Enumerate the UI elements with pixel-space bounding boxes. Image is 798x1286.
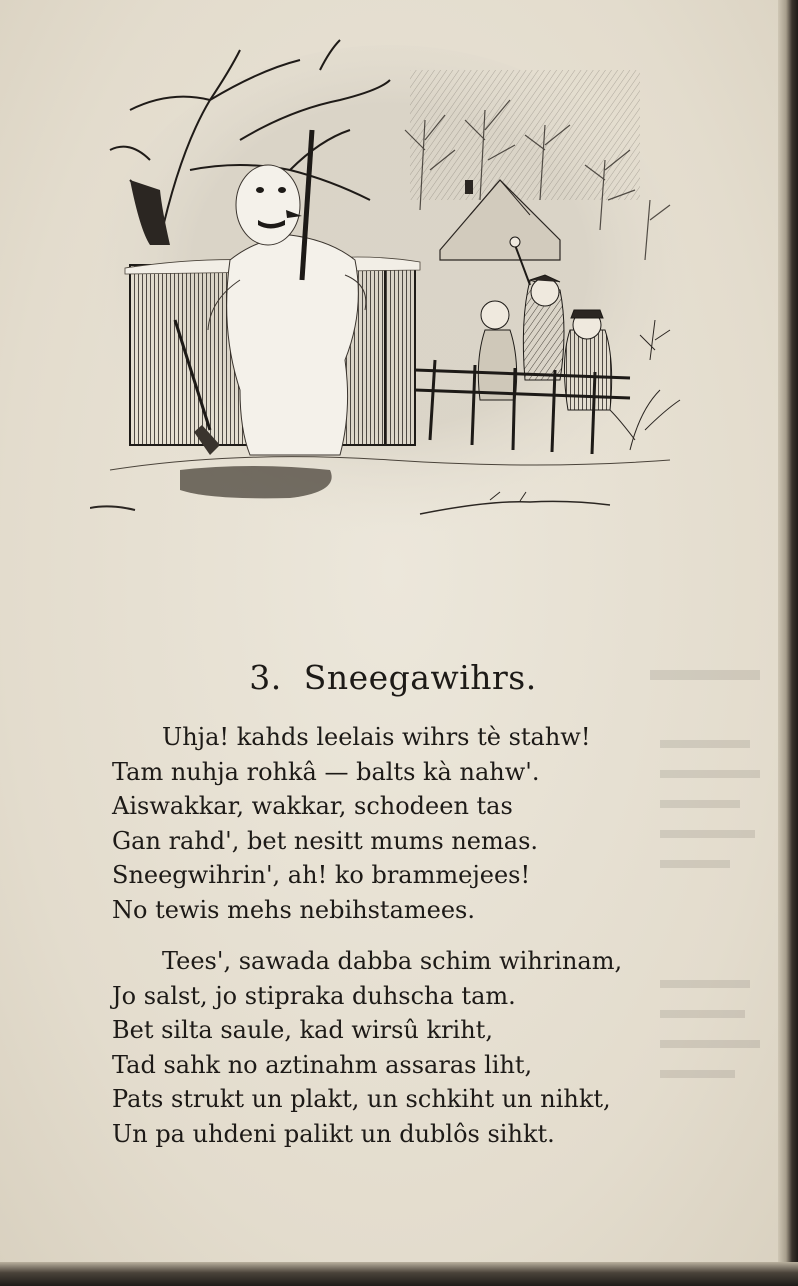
book-bottom-edge xyxy=(0,1262,798,1286)
snowman-illustration xyxy=(90,30,690,540)
bleed-through-text xyxy=(640,660,770,1140)
chapter-title: Sneegawihrs. xyxy=(303,658,537,697)
poem-line: Sneegwihrin', ah! ko brammejees! xyxy=(112,861,531,889)
poem-line: No tewis mehs nebihstamees. xyxy=(112,895,475,924)
book-page-edge xyxy=(778,0,798,1286)
poem-line: Un pa uhdeni palikt un dublôs sihkt. xyxy=(112,1119,555,1148)
poem-line: Tam nuhja rohkâ — balts kà nahw'. xyxy=(112,757,540,786)
poem-line: Bet silta saule, kad wirsû kriht, xyxy=(112,1016,493,1044)
poem-stanza-2 xyxy=(112,944,622,1151)
poem-line: Pats strukt un plakt, un schkiht un nihkt, xyxy=(112,1085,611,1113)
poem-stanza-1 xyxy=(112,720,591,927)
chapter-heading xyxy=(0,658,786,697)
poem-line: Aiswakkar, wakkar, schodeen tas xyxy=(112,792,513,820)
poem-line: Jo salst, jo stipraka duhscha tam. xyxy=(112,981,516,1010)
poem-line: Uhja! kahds leelais wihrs tè stahw! xyxy=(162,723,591,751)
chapter-number: 3. xyxy=(249,658,282,697)
poem-line: Tees', sawada dabba schim wihrinam, xyxy=(162,947,623,975)
poem-line: Gan rahd', bet nesitt mums nemas. xyxy=(112,826,539,855)
poem-line: Tad sahk no aztinahm assaras liht, xyxy=(112,1050,533,1079)
